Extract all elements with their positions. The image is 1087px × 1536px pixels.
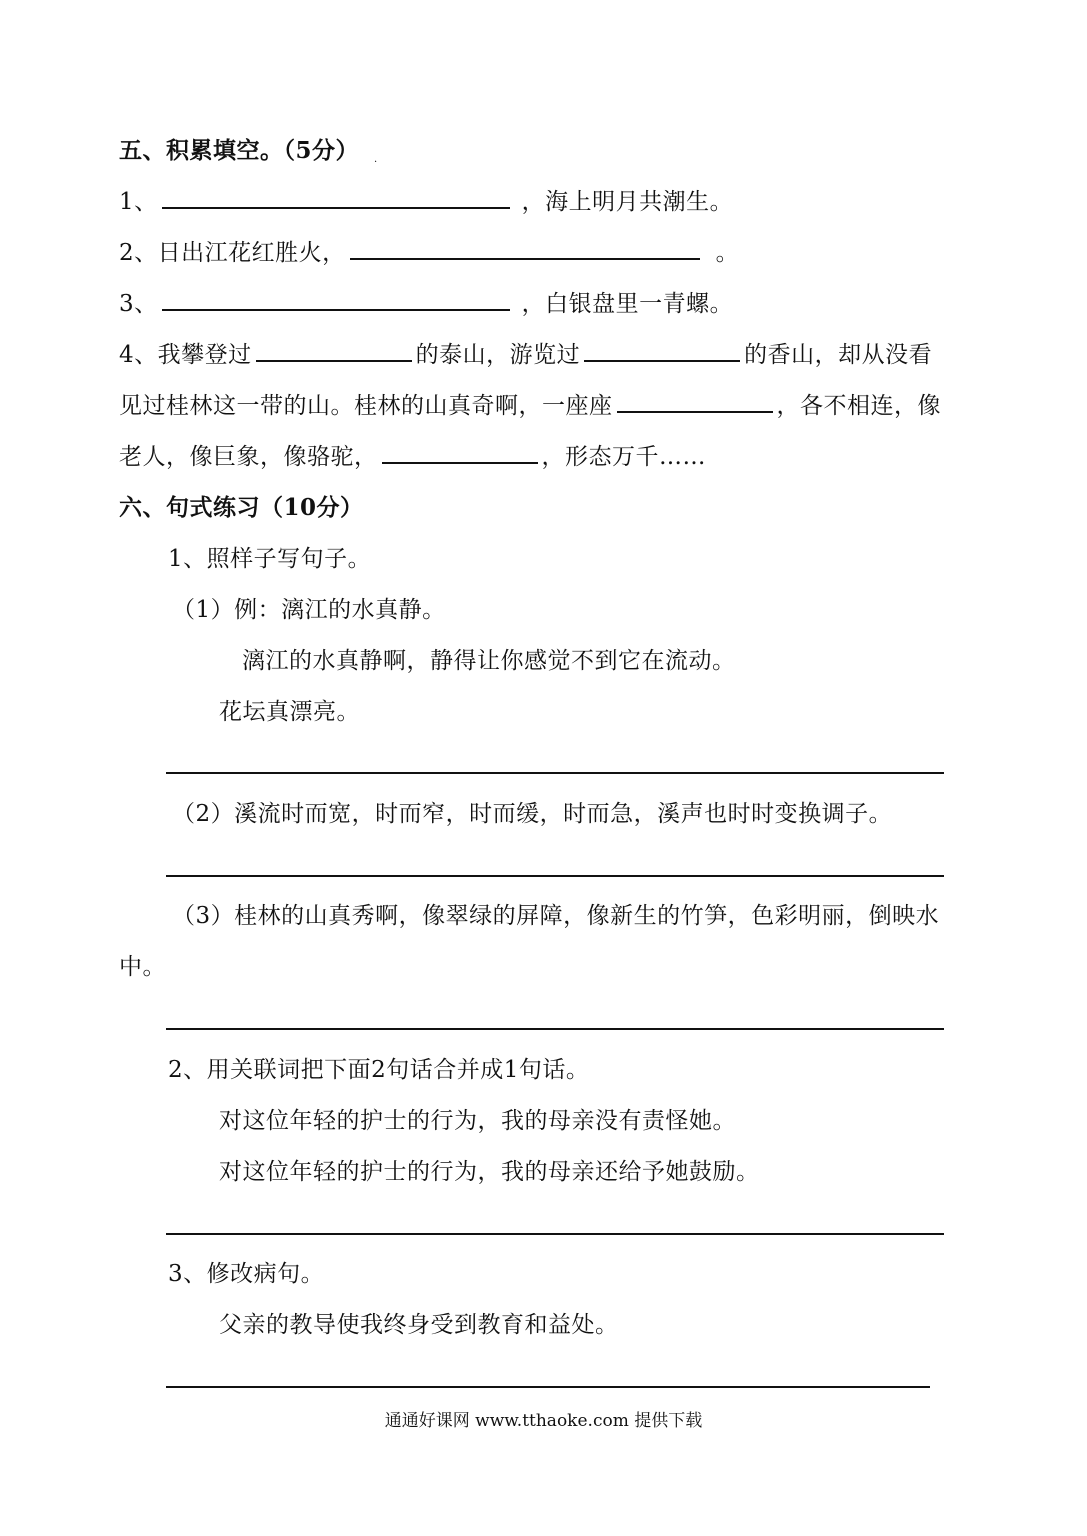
fill-blank[interactable] xyxy=(584,340,740,362)
question-5-4-line-1 xyxy=(119,335,932,375)
stray-mark: . xyxy=(374,154,378,165)
question-6-3-title: 3、修改病句。 xyxy=(168,1261,325,1287)
answer-line[interactable] xyxy=(166,772,944,774)
answer-line[interactable] xyxy=(166,1386,930,1388)
exercise-prompt: （2）溪流时而宽，时而窄，时而缓，时而急，溪声也时时变换调子。 xyxy=(172,801,893,827)
question-text: ，形态万千…… xyxy=(541,444,706,470)
question-6-1-title: 1、照样子写句子。 xyxy=(168,546,372,572)
question-text: 2、日出江花红胜火， xyxy=(119,240,346,266)
exercise-prompt: 花坛真漂亮。 xyxy=(219,699,360,725)
fill-blank[interactable] xyxy=(256,340,412,362)
question-5-4-line-3 xyxy=(119,437,706,477)
question-6-2-title: 2、用关联词把下面2句话合并成1句话。 xyxy=(168,1057,590,1083)
question-5-2 xyxy=(119,233,739,273)
fill-blank[interactable] xyxy=(617,391,773,413)
exercise-prompt-continued: 中。 xyxy=(119,954,166,980)
fill-blank[interactable] xyxy=(162,289,510,311)
question-text: 。 xyxy=(715,240,740,266)
question-text: ，各不相连，像 xyxy=(776,393,941,419)
question-text: ，海上明月共潮生。 xyxy=(521,189,734,215)
fill-blank[interactable] xyxy=(350,238,700,260)
question-5-1 xyxy=(119,182,733,222)
page-footer: 通通好课网 www.tthaoke.com 提供下载 xyxy=(384,1411,703,1431)
question-text: 老人，像巨象，像骆驼， xyxy=(119,444,378,470)
question-text: ，白银盘里一青螺。 xyxy=(521,291,734,317)
question-text: 的香山，却从没看 xyxy=(744,342,933,368)
sentence: 对这位年轻的护士的行为，我的母亲没有责怪她。 xyxy=(219,1108,736,1134)
example-answer: 漓江的水真静啊，静得让你感觉不到它在流动。 xyxy=(242,648,736,674)
fill-blank[interactable] xyxy=(382,442,538,464)
fill-blank[interactable] xyxy=(162,187,510,209)
example-label: （1）例：漓江的水真静。 xyxy=(172,597,446,623)
question-text: 4、我攀登过 xyxy=(119,342,252,368)
section-5-title: 五、积累填空。（5分） xyxy=(119,137,360,164)
question-text: 的泰山，游览过 xyxy=(415,342,581,368)
sentence: 父亲的教导使我终身受到教育和益处。 xyxy=(219,1312,619,1338)
question-5-4-line-2 xyxy=(119,386,941,426)
sentence: 对这位年轻的护士的行为，我的母亲还给予她鼓励。 xyxy=(219,1159,760,1185)
answer-line[interactable] xyxy=(166,875,944,877)
section-6-title: 六、句式练习（10分） xyxy=(119,494,364,521)
question-number: 1、 xyxy=(119,189,158,215)
question-5-3 xyxy=(119,284,733,324)
question-text: 见过桂林这一带的山。桂林的山真奇啊，一座座 xyxy=(119,393,613,419)
answer-line[interactable] xyxy=(166,1233,944,1235)
question-number: 3、 xyxy=(119,291,158,317)
answer-line[interactable] xyxy=(166,1028,944,1030)
exercise-prompt: （3）桂林的山真秀啊，像翠绿的屏障，像新生的竹笋，色彩明丽，倒映水 xyxy=(172,903,940,929)
